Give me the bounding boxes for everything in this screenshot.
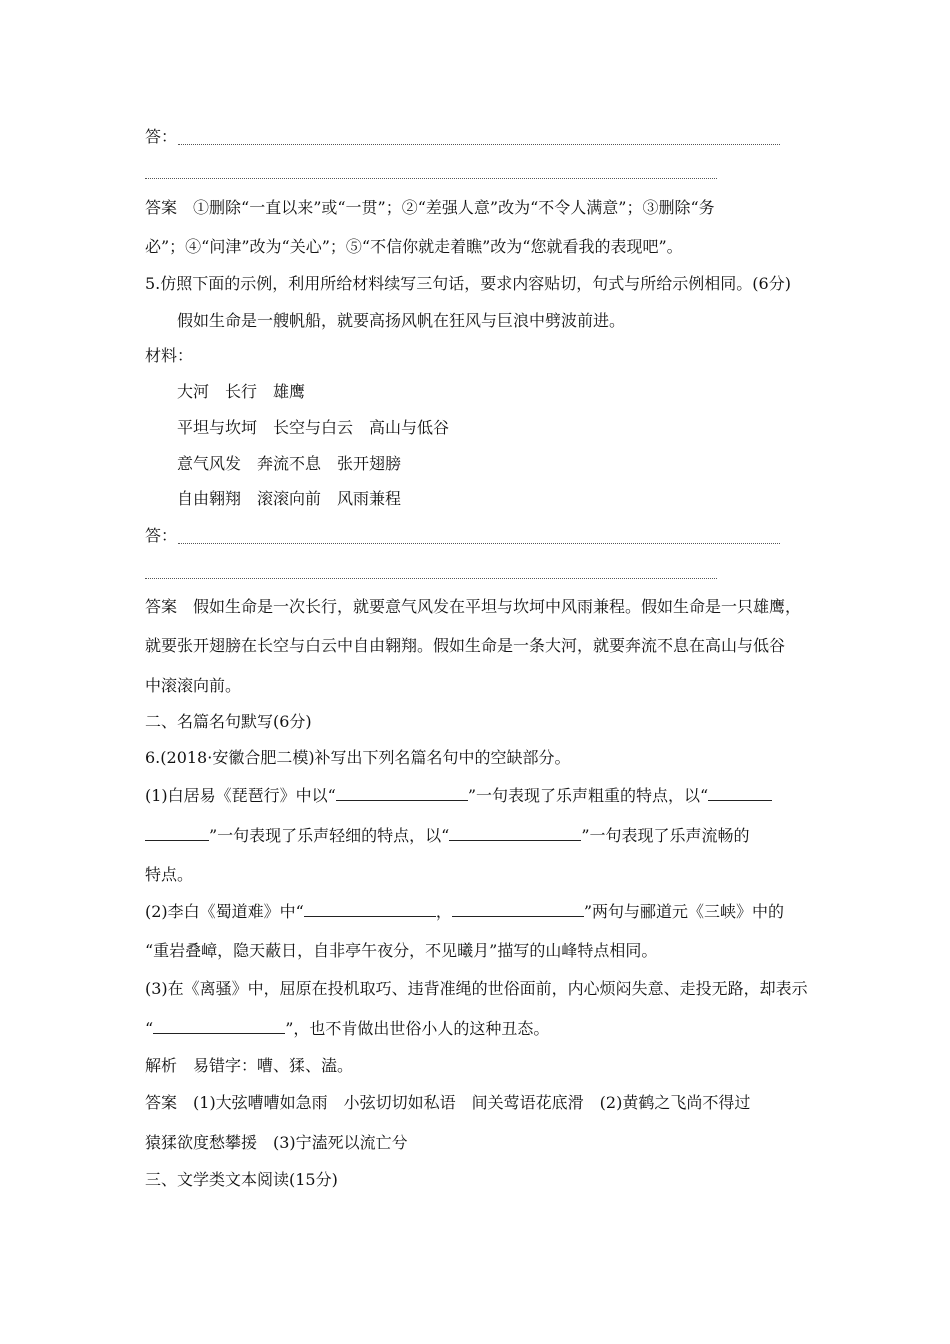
answer-key-label: 答案 (145, 1093, 178, 1112)
material-item: 滚滚向前 (257, 489, 322, 508)
blank-field[interactable] (452, 902, 584, 917)
answer-label: 答： (145, 526, 178, 545)
material-item: 风雨兼程 (337, 489, 402, 508)
material-label: 材料： (145, 346, 194, 365)
material-row (177, 489, 401, 509)
question-text: ”一句表现了乐声流畅的 (581, 826, 750, 845)
analysis-label: 解析 (145, 1056, 178, 1075)
question-text: “重岩叠嶂，隐天蔽日，自非亭午夜分，不见曦月”描写的山峰特点相同。 (145, 941, 658, 960)
question-text: (1)白居易《琵琶行》中以“ (145, 786, 336, 805)
analysis-text: 易错字：嘈、猱、溘。 (193, 1056, 354, 1075)
question-6-part-3: (3)在《离骚》中，屈原在投机取巧、违背准绳的世俗面前，内心烦闷失意、走投无路，却表示 (145, 979, 808, 998)
question-text: ”一句表现了乐声轻细的特点，以“ (209, 826, 450, 845)
question-text: ， (435, 902, 452, 921)
answer-key-continued: 必”；④“问津”改为“关心”；⑤“不信你就走着瞧”改为“您就看我的表现吧”。 (145, 237, 683, 256)
question-6-part-2 (145, 902, 784, 922)
question-text: “ (145, 1019, 154, 1038)
analysis (145, 1056, 353, 1076)
section-title: 二、名篇名句默写(6分) (145, 712, 312, 731)
material-item: 张开翅膀 (337, 454, 402, 473)
material-row (177, 454, 401, 474)
answer-key-label: 答案 (145, 597, 178, 616)
answer-line (145, 578, 717, 579)
answer-key-text: 假如生命是一次长行，就要意气风发在平坦与坎坷中风雨兼程。假如生命是一只雄鹰， (193, 597, 802, 616)
question-text: ”两句与郦道元《三峡》中的 (583, 902, 785, 921)
blank-field[interactable] (449, 826, 581, 841)
question-6-part-1 (145, 786, 772, 806)
material-item: 奔流不息 (257, 454, 322, 473)
answer-key-continued: 就要张开翅膀在长空与白云中自由翱翔。假如生命是一条大河，就要奔流不息在高山与低谷 (145, 636, 786, 655)
answer-key (145, 1093, 750, 1113)
material-item: 意气风发 (177, 454, 242, 473)
answer-line (178, 543, 780, 544)
material-row (177, 418, 449, 438)
question-6-part-1-cont (145, 826, 750, 846)
answer-key-text: ①删除“一直以来”或“一贯”；②“差强人意”改为“不令人满意”；③删除“务 (193, 198, 715, 217)
answer-key-text: (1)大弦嘈嘈如急雨 小弦切切如私语 间关莺语花底滑 (2)黄鹤之飞尚不得过 (193, 1093, 751, 1112)
question-6-stem: 6.(2018·安徽合肥二模)补写出下列名篇名句中的空缺部分。 (145, 748, 571, 767)
blank-field[interactable] (336, 786, 468, 801)
material-item: 雄鹰 (273, 382, 306, 401)
question-text: 特点。 (145, 865, 194, 884)
question-text: ”一句表现了乐声粗重的特点，以“ (467, 786, 709, 805)
answer-key-continued: 中滚滚向前。 (145, 676, 242, 695)
section-title: 三、文学类文本阅读(15分) (145, 1170, 338, 1189)
question-text: (2)李白《蜀道难》中“ (145, 902, 304, 921)
answer-line (145, 178, 717, 179)
answer-key (145, 198, 715, 218)
material-row (177, 382, 305, 402)
material-item: 自由翱翔 (177, 489, 242, 508)
blank-field[interactable] (304, 902, 436, 917)
question-6-part-3-cont (145, 1019, 549, 1039)
blank-field[interactable] (153, 1019, 285, 1034)
answer-key-label: 答案 (145, 198, 178, 217)
material-item: 平坦与坎坷 (177, 418, 258, 437)
material-item: 大河 (177, 382, 210, 401)
question-5-stem: 5.仿照下面的示例，利用所给材料续写三句话，要求内容贴切，句式与所给示例相同。(6分) (145, 274, 791, 293)
example-sentence: 假如生命是一艘帆船，就要高扬风帆在狂风与巨浪中劈波前进。 (177, 311, 626, 330)
material-item: 长空与白云 (273, 418, 354, 437)
material-item: 高山与低谷 (369, 418, 450, 437)
material-item: 长行 (225, 382, 258, 401)
answer-key (145, 597, 801, 617)
blank-field[interactable] (145, 826, 209, 841)
answer-key-continued: 猿猱欲度愁攀援 (3)宁溘死以流亡兮 (145, 1133, 408, 1152)
answer-label: 答： (145, 127, 178, 146)
answer-line (178, 144, 780, 145)
question-text: ”，也不肯做出世俗小人的这种丑态。 (285, 1019, 550, 1038)
blank-field[interactable] (708, 786, 772, 801)
